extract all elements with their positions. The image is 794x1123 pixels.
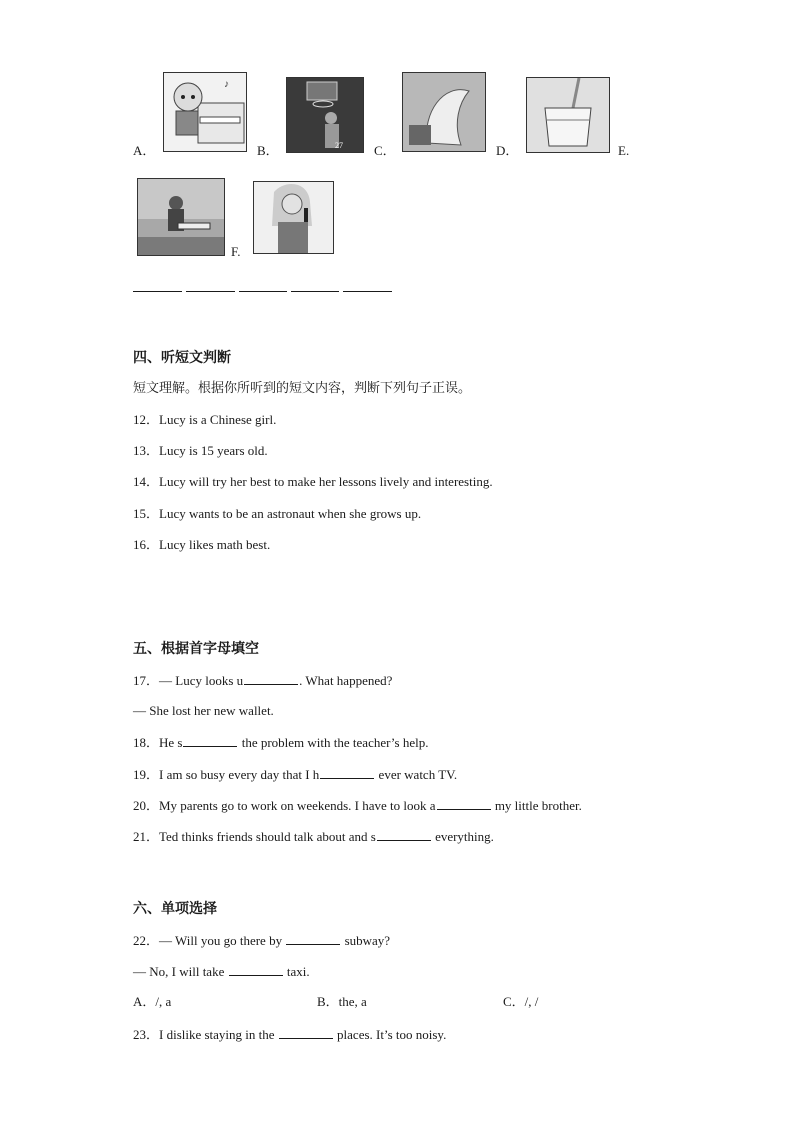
person-playing-keyboard-outdoors-icon	[138, 179, 224, 255]
answer-blank-3[interactable]	[239, 291, 287, 292]
option-label-d: D．	[496, 143, 519, 158]
answer-blank-4[interactable]	[291, 291, 339, 292]
question-19-text-end: ever watch TV.	[375, 767, 458, 782]
question-20-text-start: 20．My parents go to work on weekends. I have to look a	[133, 798, 436, 813]
question-13: 13．Lucy is 15 years old.	[133, 443, 268, 458]
question-21-blank[interactable]	[377, 828, 431, 841]
answer-blank-2[interactable]	[186, 291, 235, 292]
section-4-instruction: 短文理解。根据你所听到的短文内容，判断下列句子正误。	[133, 381, 472, 396]
svg-text:27: 27	[335, 141, 343, 150]
question-14: 14．Lucy will try her best to make her lessons lively and interesting.	[133, 474, 493, 489]
question-22-blank-2[interactable]	[229, 963, 283, 976]
dolphin-jumping-icon	[403, 73, 485, 151]
question-22-option-a[interactable]: A．/, a	[133, 994, 172, 1009]
basketball-player-dunking-icon	[287, 78, 363, 152]
water-pouring-glass-icon	[527, 78, 609, 152]
question-18-text-start: 18．He s	[133, 735, 183, 750]
question-19-text-start: 19．I am so busy every day that I h	[133, 767, 320, 782]
question-17-blank[interactable]	[244, 672, 298, 685]
question-23	[133, 1026, 446, 1043]
question-22-reply-end: taxi.	[283, 964, 310, 979]
picture-d	[526, 77, 610, 153]
woman-singing-microphone-icon	[254, 182, 333, 253]
question-21-text-start: 21．Ted thinks friends should talk about and s	[133, 829, 376, 844]
question-20	[133, 797, 582, 814]
answer-blank-5[interactable]	[343, 291, 392, 292]
question-22-blank-1[interactable]	[286, 932, 340, 945]
question-22-reply	[133, 963, 310, 980]
question-23-blank[interactable]	[279, 1026, 333, 1039]
question-12: 12．Lucy is a Chinese girl.	[133, 412, 277, 427]
question-23-text-end: places. It’s too noisy.	[333, 1027, 447, 1042]
question-17-text-start: 17．— Lucy looks u	[133, 673, 244, 688]
option-label-f: F.	[231, 244, 241, 259]
question-21	[133, 828, 494, 845]
question-16: 16．Lucy likes math best.	[133, 537, 271, 552]
picture-b	[286, 77, 364, 153]
question-21-text-end: everything.	[431, 829, 494, 844]
question-22-text-start: 22．— Will you go there by	[133, 933, 286, 948]
picture-a	[163, 72, 247, 152]
option-label-b: B．	[257, 143, 279, 158]
section-4-heading: 四、听短文判断	[133, 350, 231, 366]
question-20-text-end: my little brother.	[491, 798, 582, 813]
question-22	[133, 932, 390, 949]
option-label-c: C．	[374, 143, 396, 158]
question-22-option-c[interactable]: C．/, /	[503, 994, 539, 1009]
picture-e	[137, 178, 225, 256]
question-15: 15．Lucy wants to be an astronaut when she grows up.	[133, 506, 422, 521]
question-18	[133, 734, 428, 751]
question-23-text-start: 23．I dislike staying in the	[133, 1027, 278, 1042]
question-19-blank[interactable]	[320, 766, 374, 779]
question-18-text-end: the problem with the teacher’s help.	[238, 735, 429, 750]
picture-c	[402, 72, 486, 152]
picture-f	[253, 181, 334, 254]
svg-text:♪: ♪	[224, 79, 229, 90]
question-22-reply-start: — No, I will take	[133, 964, 228, 979]
question-17	[133, 672, 392, 689]
question-20-blank[interactable]	[437, 797, 491, 810]
question-17-reply: — She lost her new wallet.	[133, 703, 274, 718]
question-19	[133, 766, 457, 783]
option-label-a: A．	[133, 143, 156, 158]
answer-blank-1[interactable]	[133, 291, 182, 292]
child-playing-piano-icon	[164, 73, 246, 151]
question-18-blank[interactable]	[183, 734, 237, 747]
question-22-text-end: subway?	[341, 933, 391, 948]
question-17-text-end: . What happened?	[299, 673, 393, 688]
section-6-heading: 六、单项选择	[133, 901, 217, 917]
option-label-e: E.	[618, 143, 630, 158]
section-5-heading: 五、根据首字母填空	[133, 641, 259, 657]
question-22-option-b[interactable]: B．the, a	[317, 994, 367, 1009]
